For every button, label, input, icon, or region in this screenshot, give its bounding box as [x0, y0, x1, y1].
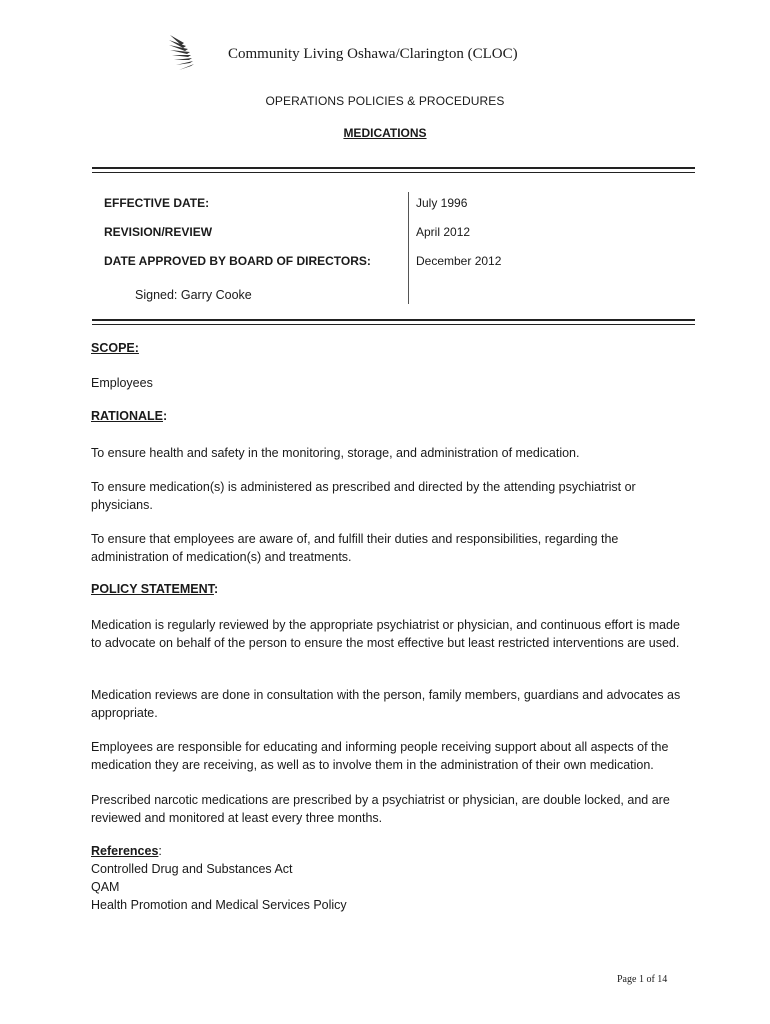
organization-name: Community Living Oshawa/Clarington (CLOC) — [228, 46, 518, 62]
board-approval-label: DATE APPROVED BY BOARD OF DIRECTORS: — [104, 254, 371, 268]
reference-item: Controlled Drug and Substances Act — [91, 862, 293, 876]
rationale-paragraph: To ensure medication(s) is administered as prescribed and directed by the attending psychiatrist or physicians. — [91, 480, 636, 512]
effective-date-label: EFFECTIVE DATE: — [104, 196, 210, 210]
rationale-paragraph: To ensure that employees are aware of, and fulfill their duties and responsibilities, regarding the administration of medication(s) and treatments. — [91, 532, 619, 564]
policy-paragraph: Medication is regularly reviewed by the appropriate psychiatrist or physician, and continuous effort is made to advocate on behalf of the person to ensure the most effective but least restricted interventions are used. — [91, 618, 680, 650]
scope-heading-text: SCOPE: — [91, 341, 139, 355]
revision-review-label: REVISION/REVIEW — [104, 225, 213, 239]
document-title: MEDICATIONS — [343, 126, 427, 140]
reference-item: Health Promotion and Medical Services Policy — [91, 898, 347, 912]
rationale-heading — [91, 409, 167, 423]
table-column-divider — [408, 192, 409, 304]
document-type: OPERATIONS POLICIES & PROCEDURES — [265, 94, 505, 108]
references-section — [91, 842, 347, 914]
cloc-sunburst-logo-icon — [168, 33, 196, 73]
policy-paragraph: Employees are responsible for educating and informing people receiving support about all aspects of the medication they are receiving, as well as to involve them in the administration of their own medication. — [91, 740, 669, 772]
top-double-rule — [92, 167, 695, 173]
reference-item: QAM — [91, 880, 120, 894]
effective-date-value: July 1996 — [416, 196, 468, 210]
policy-statement-heading-text: POLICY STATEMENT — [91, 582, 214, 596]
policy-statement-heading-colon: : — [213, 582, 219, 596]
bottom-double-rule — [92, 319, 695, 325]
references-heading-text: References — [91, 844, 159, 858]
references-heading-colon: : — [158, 844, 162, 858]
rationale-heading-text: RATIONALE — [91, 409, 163, 423]
policy-paragraph: Medication reviews are done in consultation with the person, family members, guardians and advocates as appropriate. — [91, 688, 681, 720]
references-heading — [91, 842, 347, 860]
board-approval-value: December 2012 — [416, 254, 502, 268]
signature-line: Signed: Garry Cooke — [135, 288, 252, 302]
rationale-paragraph: To ensure health and safety in the monitoring, storage, and administration of medication. — [91, 446, 580, 460]
scope-text: Employees — [91, 376, 153, 390]
revision-review-value: April 2012 — [416, 225, 471, 239]
page-number: Page 1 of 14 — [617, 974, 668, 985]
scope-heading — [91, 341, 139, 355]
rationale-heading-colon: : — [163, 409, 168, 423]
policy-statement-heading — [91, 582, 218, 596]
policy-paragraph: Prescribed narcotic medications are prescribed by a psychiatrist or physician, are double locked, and are reviewed and monitored at least every three months. — [91, 793, 670, 825]
